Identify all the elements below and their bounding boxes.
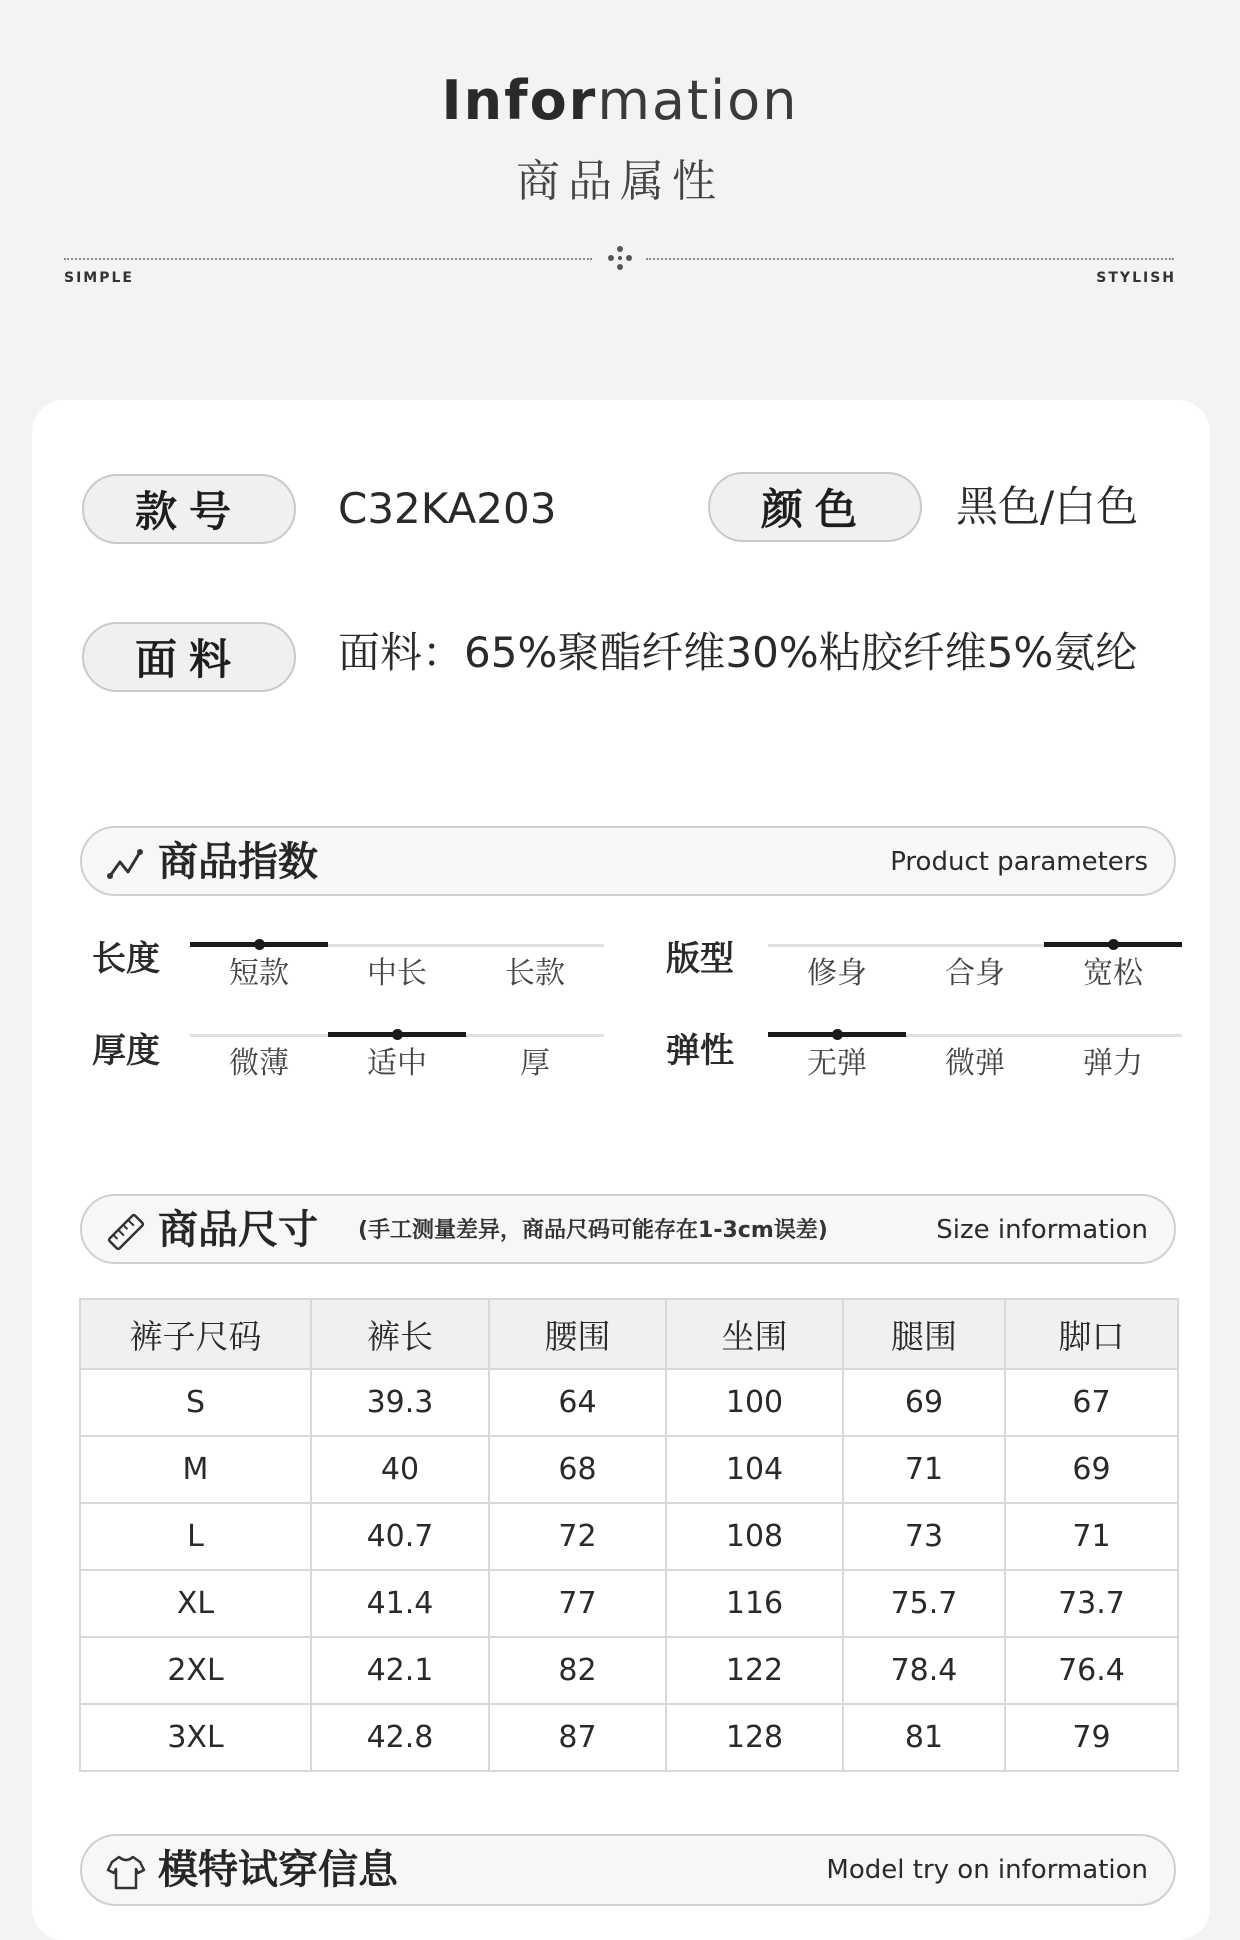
style-no-pill: 款号	[82, 474, 296, 544]
dotted-divider-right	[646, 258, 1174, 260]
column-header: 脚口	[1005, 1299, 1178, 1369]
table-row	[80, 1503, 1178, 1570]
track-selected-dot	[254, 939, 265, 950]
table-cell: 108	[666, 1503, 843, 1570]
param-option: 弹力	[1083, 1046, 1143, 1081]
table-cell: 122	[666, 1637, 843, 1704]
fabric-value: 面料：65%聚酯纤维30%粘胶纤维5%氨纶	[338, 628, 1138, 677]
param-track	[768, 1034, 1182, 1037]
table-cell: 40.7	[311, 1503, 489, 1570]
params-subtitle-en: Product parameters	[890, 847, 1148, 877]
color-pill: 颜色	[708, 472, 922, 542]
table-cell: 67	[1005, 1369, 1178, 1436]
page-title-cn: 商品属性	[516, 156, 724, 207]
table-cell: 71	[843, 1436, 1005, 1503]
param-option: 合身	[945, 956, 1005, 991]
table-cell: 40	[311, 1436, 489, 1503]
ruler-icon	[106, 1212, 146, 1252]
table-cell: M	[80, 1436, 311, 1503]
param-fit	[666, 936, 1186, 996]
page-title-en	[0, 66, 1240, 136]
table-cell: 87	[489, 1704, 666, 1771]
track-selected-dot	[832, 1029, 843, 1040]
table-cell: 73.7	[1005, 1570, 1178, 1637]
style-no-value: C32KA203	[338, 484, 557, 533]
table-cell: 3XL	[80, 1704, 311, 1771]
table-cell: 76.4	[1005, 1637, 1178, 1704]
table-row	[80, 1369, 1178, 1436]
param-option: 厚	[520, 1046, 550, 1081]
column-header: 裤子尺码	[80, 1299, 311, 1369]
table-row	[80, 1637, 1178, 1704]
table-row	[80, 1570, 1178, 1637]
table-cell: 81	[843, 1704, 1005, 1771]
model-title: 模特试穿信息	[158, 1847, 398, 1893]
ornament-icon	[606, 244, 634, 272]
param-elasticity	[666, 1028, 1186, 1088]
simple-label: SIMPLE	[64, 270, 134, 286]
table-cell: 2XL	[80, 1637, 311, 1704]
table-cell: 64	[489, 1369, 666, 1436]
table-cell: 68	[489, 1436, 666, 1503]
product-params-header	[80, 826, 1176, 896]
table-cell: L	[80, 1503, 311, 1570]
column-header: 裤长	[311, 1299, 489, 1369]
param-track	[768, 944, 1182, 947]
params-title: 商品指数	[158, 839, 318, 885]
track-selected-dot	[1108, 939, 1119, 950]
tshirt-icon	[106, 1852, 146, 1892]
column-header: 腿围	[843, 1299, 1005, 1369]
table-header-row	[80, 1299, 1178, 1369]
table-cell: 69	[843, 1369, 1005, 1436]
table-cell: 82	[489, 1637, 666, 1704]
table-cell: 39.3	[311, 1369, 489, 1436]
table-cell: 73	[843, 1503, 1005, 1570]
table-cell: 77	[489, 1570, 666, 1637]
column-header: 腰围	[489, 1299, 666, 1369]
dotted-divider-left	[64, 258, 592, 260]
table-cell: 100	[666, 1369, 843, 1436]
size-note: (手工测量差异，商品尺码可能存在1-3cm误差)	[358, 1218, 828, 1243]
param-option: 宽松	[1083, 956, 1143, 991]
size-table	[79, 1298, 1179, 1772]
stylish-label: STYLISH	[1096, 270, 1176, 286]
size-subtitle-en: Size information	[936, 1215, 1148, 1245]
model-info-header	[80, 1834, 1176, 1906]
color-value: 黑色/白色	[956, 482, 1139, 531]
param-label: 弹性	[666, 1031, 734, 1071]
param-label: 长度	[92, 939, 160, 979]
table-cell: 78.4	[843, 1637, 1005, 1704]
table-cell: 42.8	[311, 1704, 489, 1771]
param-option: 微薄	[229, 1046, 289, 1081]
table-cell: 71	[1005, 1503, 1178, 1570]
table-cell: 128	[666, 1704, 843, 1771]
table-cell: 42.1	[311, 1637, 489, 1704]
param-option: 短款	[229, 956, 289, 991]
param-thickness	[92, 1028, 612, 1088]
param-label: 厚度	[92, 1031, 160, 1071]
table-cell: 69	[1005, 1436, 1178, 1503]
param-length	[92, 936, 612, 996]
table-cell: 75.7	[843, 1570, 1005, 1637]
table-cell: 79	[1005, 1704, 1178, 1771]
param-option: 长款	[505, 956, 565, 991]
table-row	[80, 1704, 1178, 1771]
param-option: 适中	[367, 1046, 427, 1081]
param-label: 版型	[666, 939, 734, 979]
trend-line-icon	[106, 844, 146, 884]
table-row	[80, 1436, 1178, 1503]
size-info-header	[80, 1194, 1176, 1264]
param-option: 无弹	[807, 1046, 867, 1081]
title-en-light: mation	[597, 69, 799, 132]
model-subtitle-en: Model try on information	[826, 1855, 1148, 1885]
table-cell: 116	[666, 1570, 843, 1637]
table-cell: XL	[80, 1570, 311, 1637]
param-track	[190, 944, 604, 947]
param-track	[190, 1034, 604, 1037]
param-option: 修身	[807, 956, 867, 991]
size-title: 商品尺寸	[158, 1207, 318, 1253]
track-selected-dot	[392, 1029, 403, 1040]
param-option: 中长	[367, 956, 427, 991]
fabric-pill: 面料	[82, 622, 296, 692]
title-en-bold: Infor	[441, 69, 598, 132]
param-option: 微弹	[945, 1046, 1005, 1081]
table-cell: 41.4	[311, 1570, 489, 1637]
table-cell: 72	[489, 1503, 666, 1570]
column-header: 坐围	[666, 1299, 843, 1369]
table-cell: S	[80, 1369, 311, 1436]
table-cell: 104	[666, 1436, 843, 1503]
